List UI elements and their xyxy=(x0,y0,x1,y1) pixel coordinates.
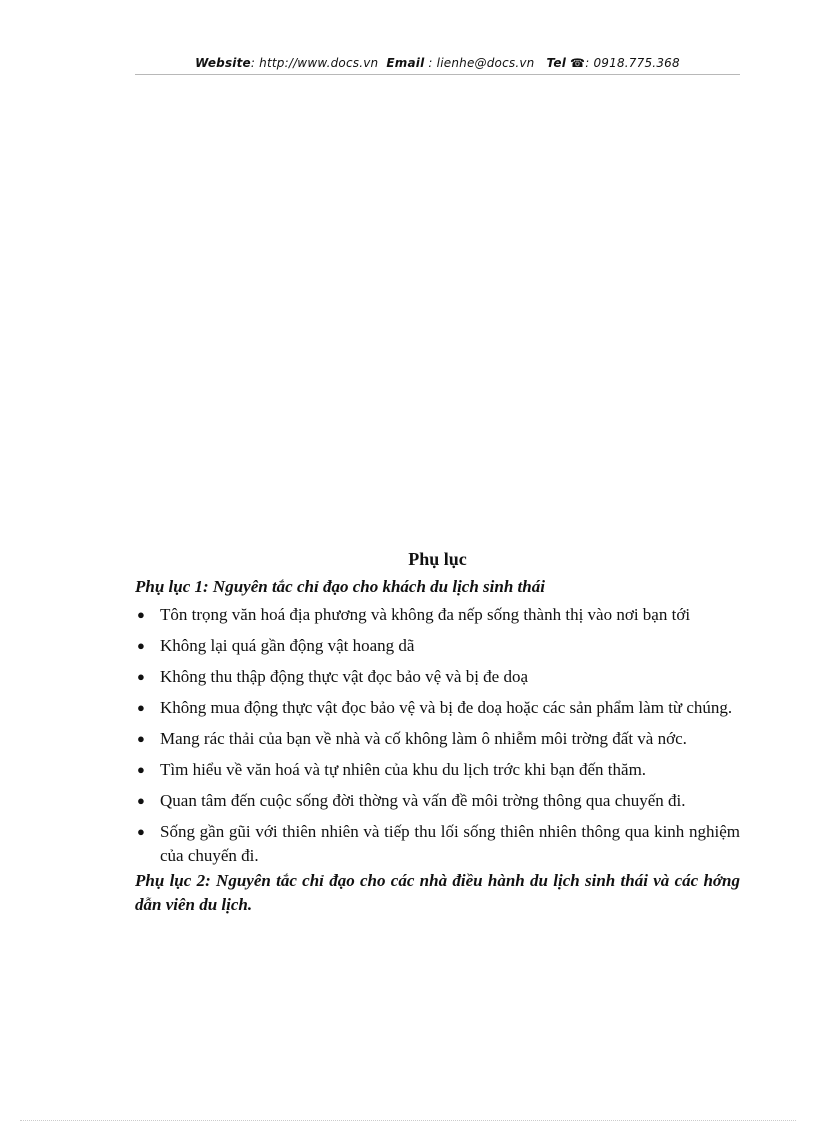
header-divider xyxy=(135,74,740,75)
list-item: ● Sống gần gũi với thiên nhiên và tiếp thu lối sống thiên nhiên thông qua kinh nghiệm của chuyến đi. xyxy=(137,822,740,865)
section-2-heading: Phụ lục 2: Nguyên tắc chỉ đạo cho các nhà điều hành du lịch sinh thái và các hớng dẫn viên du lịch. xyxy=(135,871,740,914)
bullet-icon: ● xyxy=(137,824,145,839)
list-item: ● Không thu thập động thực vật đọc bảo vệ và bị đe doạ xyxy=(135,665,740,689)
list-item: ● Không mua động thực vật đọc bảo vệ và bị đe doạ hoặc các sản phẩm làm từ chúng. xyxy=(135,696,740,720)
guideline-list xyxy=(135,603,740,868)
bullet-icon: ● xyxy=(137,607,145,622)
bullet-icon: ● xyxy=(137,731,145,746)
list-item: ● Không lại quá gần động vật hoang dã xyxy=(135,634,740,658)
list-item: ● Tìm hiểu về văn hoá và tự nhiên của khu du lịch trớc khi bạn đến thăm. xyxy=(135,758,740,782)
bullet-icon: ● xyxy=(137,793,145,808)
section-1-heading: Phụ lục 1: Nguyên tắc chỉ đạo cho khách du lịch sinh thái xyxy=(135,577,545,596)
bullet-icon: ● xyxy=(137,762,145,777)
document-body xyxy=(135,547,740,917)
email-value: : lienhe@docs.vn xyxy=(428,56,535,70)
list-item: ● Quan tâm đến cuộc sống đời thờng và vấn đề môi trờng thông qua chuyến đi. xyxy=(135,789,740,813)
footer-divider xyxy=(20,1120,796,1121)
email-label: Email xyxy=(386,56,425,70)
bullet-icon: ● xyxy=(137,700,145,715)
page-header xyxy=(135,56,740,70)
bullet-icon: ● xyxy=(137,638,145,653)
list-item: ● Mang rác thải của bạn về nhà và cố không làm ô nhiễm môi trờng đất và nớc. xyxy=(135,727,740,751)
list-item: ● Tôn trọng văn hoá địa phương và không đa nếp sống thành thị vào nơi bạn tới xyxy=(135,603,740,627)
phone-icon: ☎ xyxy=(570,56,586,70)
tel-value: : 0918.775.368 xyxy=(585,56,680,70)
website-label: Website xyxy=(195,56,251,70)
bullet-icon: ● xyxy=(137,669,145,684)
page-title: Phụ lục xyxy=(408,549,467,569)
tel-label: Tel xyxy=(546,56,567,70)
website-value: : http://www.docs.vn xyxy=(250,56,379,70)
